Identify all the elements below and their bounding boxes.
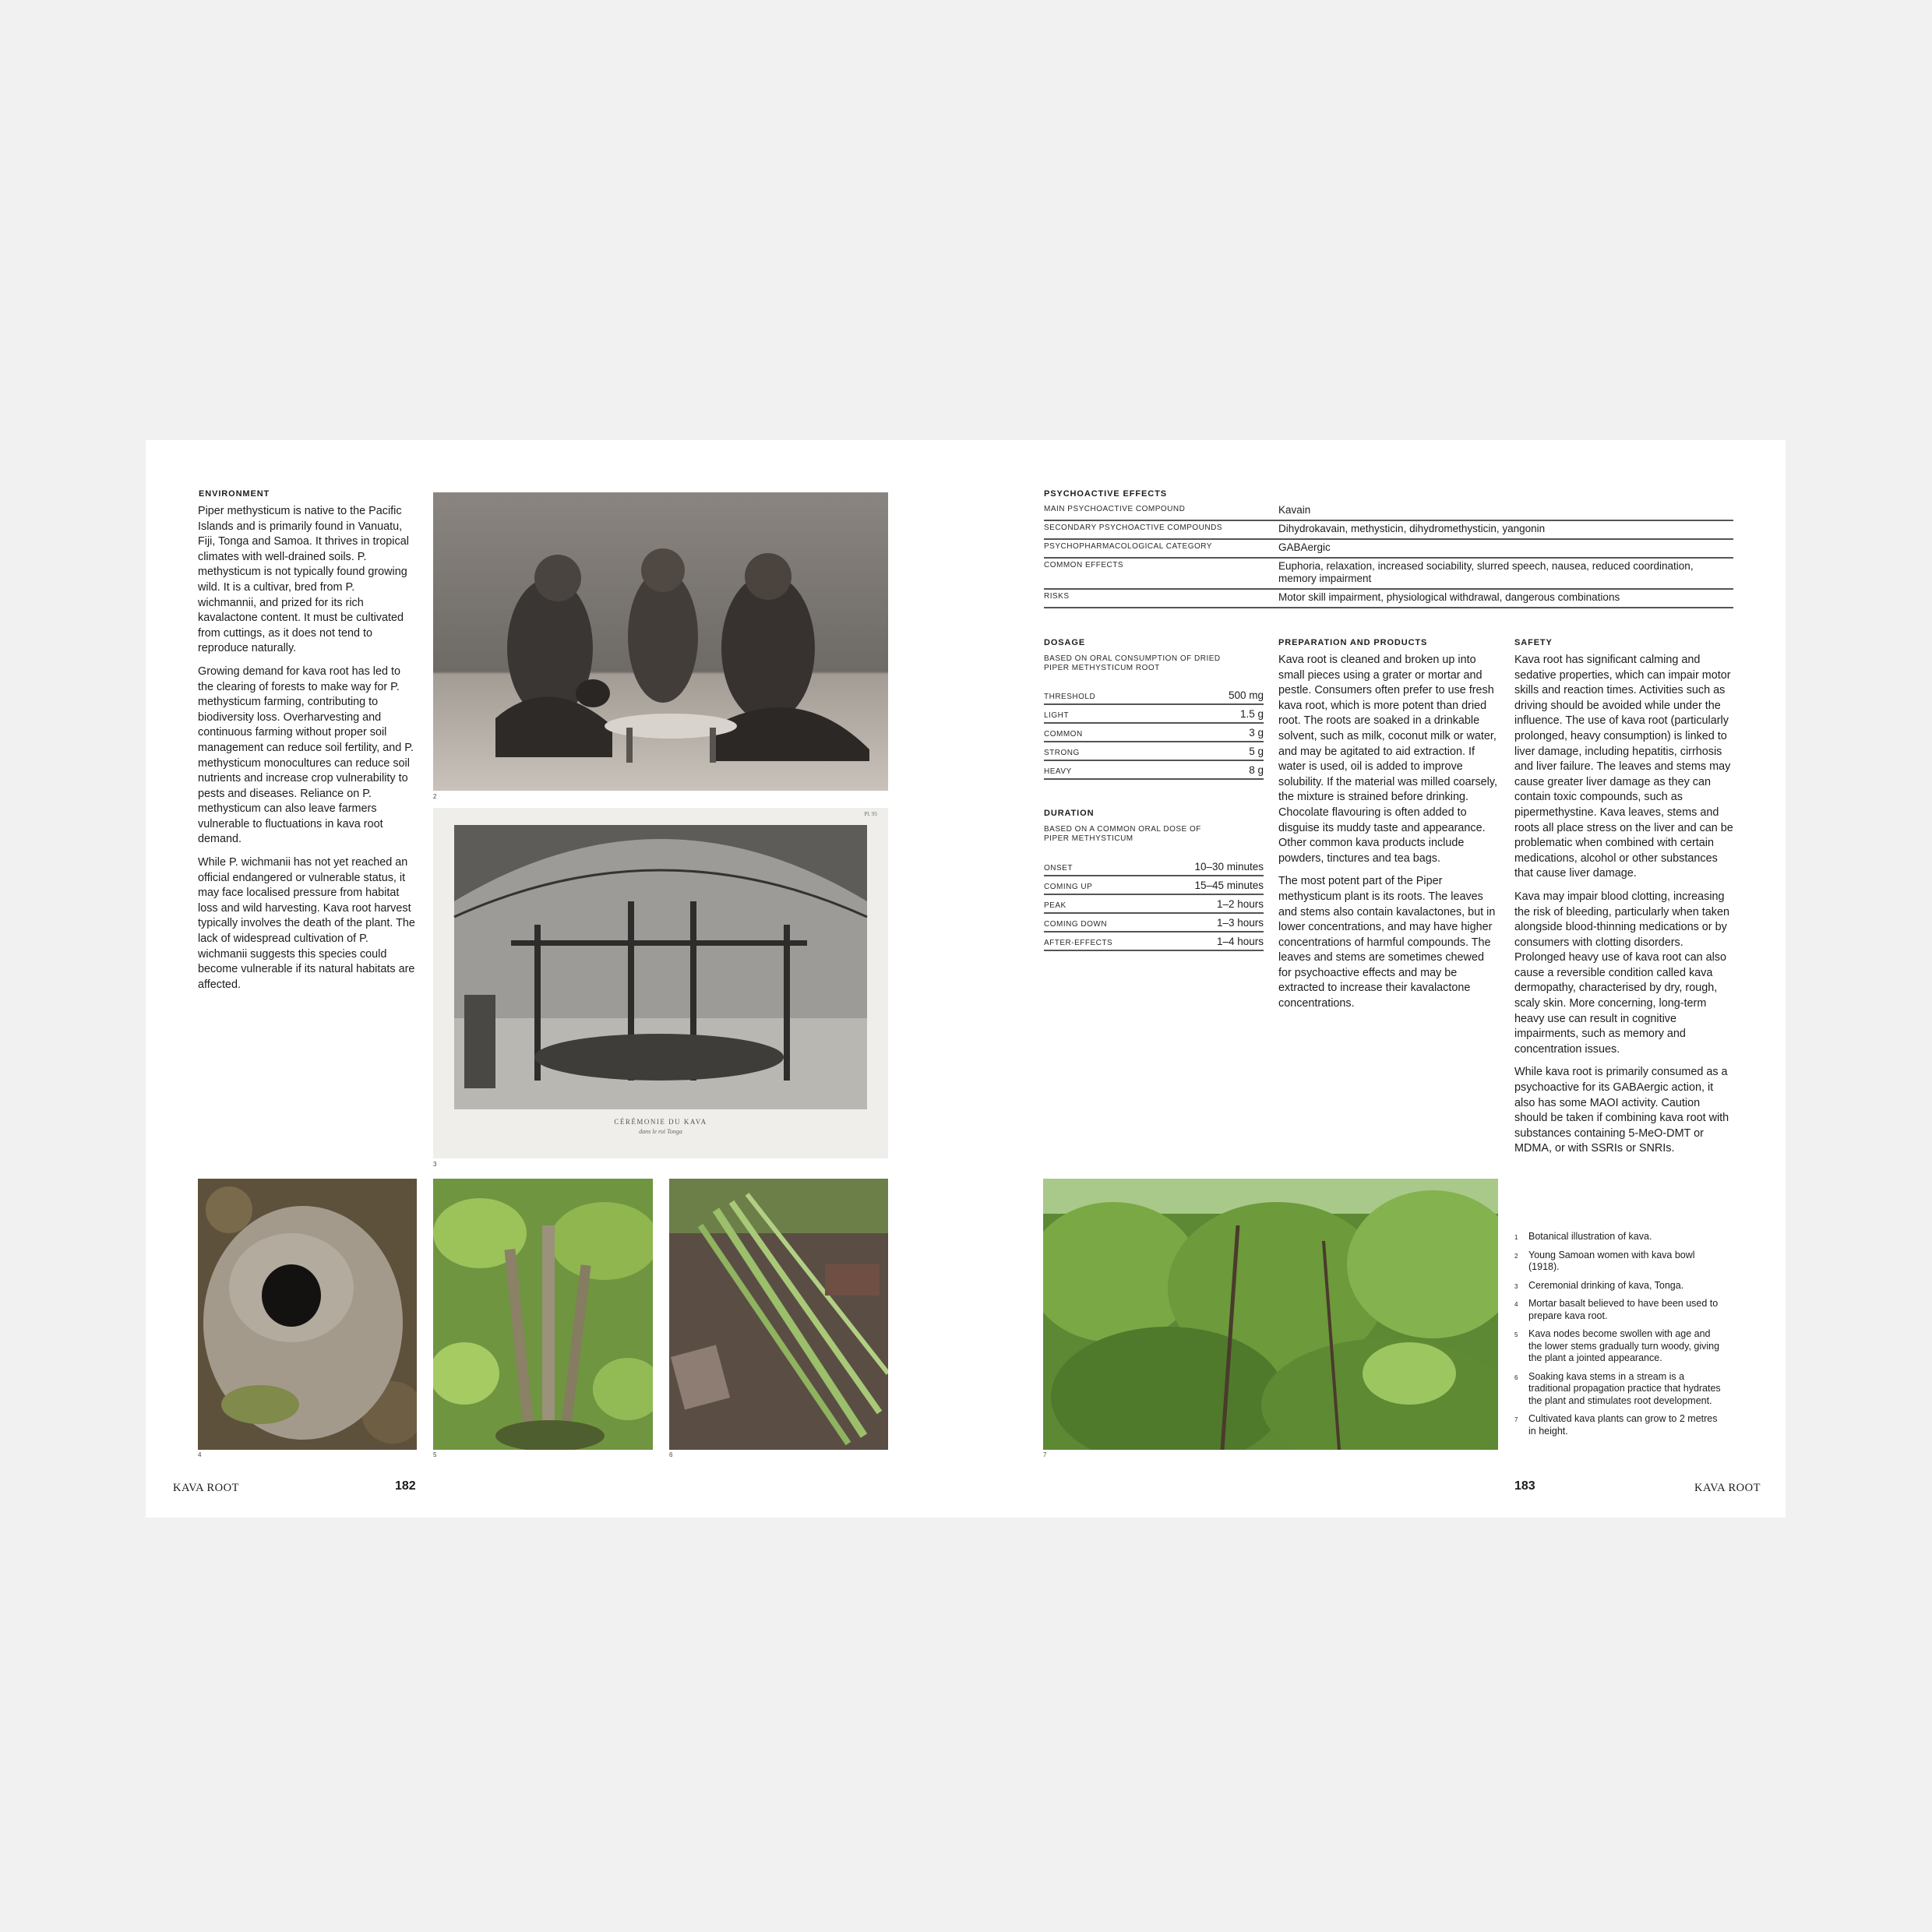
engraving-kava-ceremony: [433, 808, 888, 1158]
samoan-women-photo-illustration: [433, 492, 888, 791]
dosage-value: 1.5 g: [1239, 708, 1264, 720]
dosage-label: THRESHOLD: [1044, 693, 1096, 701]
figure-number-3: 3: [433, 1161, 437, 1168]
duration-label: COMING UP: [1044, 883, 1093, 891]
engraving-plate-number: Pl. 95: [864, 811, 877, 817]
caption-item: [1514, 1250, 1725, 1274]
safety-paragraph-1: Kava root has significant calming and sedative properties, which can impair motor skills and reaction times. Activities such as driving should be avoided while under the influence. The use of kava root (particularly prolonged, heavy consumption) is linked to liver damage, including hepatitis, cirrhosis and liver failure. The leaves and stems may cause greater liver damage as they can contain toxic compounds, such as pipermethystine. Kava leaves, stems and roots all place stress on the liver and can be problematic when combined with certain medications, alcohol or other substances that cause liver damage.: [1514, 654, 1733, 880]
duration-row: [1044, 895, 1264, 914]
caption-number: 4: [1514, 1301, 1518, 1308]
duration-row: [1044, 933, 1264, 951]
effects-row: [1044, 521, 1733, 540]
caption-number: 6: [1514, 1373, 1518, 1381]
preparation-paragraph-1: Kava root is cleaned and broken up into small pieces using a grater or mortar and pestle. Consumers often prefer to use fresh kava root, which is more potent than dried root. The roots are soaked in a drinkable solvent, such as milk, coconut milk or water, and may be agitated to aid extraction. If water is used, oil is added to improve solubility. If the material was milled coarsely, the mixture is strained before drinking. Chocolate flavouring is often added to disguise its muddy taste and appearance. Other common kava products include powders, tinctures and tea bags.: [1278, 654, 1497, 865]
dosage-row: [1044, 705, 1264, 724]
dosage-row: [1044, 686, 1264, 705]
dosage-value: 5 g: [1249, 746, 1264, 757]
dosage-label: LIGHT: [1044, 711, 1069, 720]
effects-heading: PSYCHOACTIVE EFFECTS: [1044, 489, 1167, 499]
dosage-note: BASED ON ORAL CONSUMPTION OF DRIED PIPER METHYSTICUM ROOT: [1044, 654, 1221, 672]
photo-kava-stems: [433, 1179, 653, 1450]
duration-note: BASED ON A COMMON ORAL DOSE OF PIPER METHYSTICUM: [1044, 825, 1201, 843]
caption-number: 2: [1514, 1252, 1518, 1260]
figure-number-7: 7: [1043, 1451, 1047, 1458]
environment-paragraph-3: While P. wichmanii has not yet reached an official endangered or vulnerable status, it may face localised pressure from habitat loss and wild harvesting. Kava root harvest typically involves the death of the plant. The lack of widespread cultivation of P. wichmanii suggests this species could become vulnerable if its natural habitats are affected.: [198, 856, 415, 991]
preparation-text: [1278, 653, 1498, 1020]
ceremony-engraving-illustration: [433, 808, 888, 1158]
dosage-heading: DOSAGE: [1044, 638, 1086, 647]
effects-value: GABAergic: [1278, 541, 1331, 553]
effects-table: [1044, 502, 1733, 603]
dosage-row: [1044, 742, 1264, 761]
caption-number: 3: [1514, 1282, 1518, 1290]
dosage-label: STRONG: [1044, 749, 1080, 757]
caption-number: 7: [1514, 1416, 1518, 1423]
photo-mortar-stone: [198, 1179, 417, 1450]
effects-label: SECONDARY PSYCHOACTIVE COMPOUNDS: [1044, 524, 1223, 532]
figure-number-6: 6: [669, 1451, 673, 1458]
duration-label: COMING DOWN: [1044, 920, 1108, 929]
effects-value: Dihydrokavain, methysticin, dihydromethysticin, yangonin: [1278, 523, 1546, 534]
caption-number: 1: [1514, 1234, 1518, 1241]
photo-soaking-stems: [669, 1179, 888, 1450]
duration-row: [1044, 858, 1264, 876]
safety-paragraph-3: While kava root is primarily consumed as a psychoactive for its GABAergic action, it also has some MAOI activity. Caution should be taken if combining kava root with substances containing 5-MeO-DMT or MDMA, or with SSRIs or SNRIs.: [1514, 1066, 1729, 1155]
right-page-number: 183: [1514, 1479, 1535, 1493]
environment-paragraph-1: Piper methysticum is native to the Pacific Islands and is primarily found in Vanuatu, Fiji, Tonga and Samoa. It thrives in tropical climates with well-drained soils. P. methysticum is not typically found growing wild. It is a cultivar, bred from P. wichmannii, and prized for its rich kavalactone content. It must be cultivated from cuttings, as it does not tend to reproduce naturally.: [198, 505, 409, 655]
caption-text: Botanical illustration of kava.: [1528, 1231, 1652, 1242]
figure-number-5: 5: [433, 1451, 437, 1458]
duration-label: AFTER-EFFECTS: [1044, 939, 1113, 947]
photo-samoan-women: [433, 492, 888, 791]
effects-value: Kavain: [1278, 504, 1311, 516]
safety-heading: SAFETY: [1514, 638, 1553, 647]
duration-label: PEAK: [1044, 901, 1066, 910]
duration-value: 1–3 hours: [1216, 917, 1264, 929]
caption-item: [1514, 1298, 1725, 1322]
duration-label: ONSET: [1044, 864, 1073, 873]
dosage-table: [1044, 686, 1264, 780]
caption-item: [1514, 1371, 1725, 1408]
duration-value: 1–2 hours: [1216, 898, 1264, 910]
kava-stems-illustration: [433, 1179, 653, 1450]
dosage-label: COMMON: [1044, 730, 1083, 739]
caption-number: 5: [1514, 1331, 1518, 1338]
environment-heading: ENVIRONMENT: [199, 489, 270, 499]
mortar-stone-illustration: [198, 1179, 417, 1450]
dosage-value: 3 g: [1249, 727, 1264, 739]
duration-row: [1044, 914, 1264, 933]
effects-value: Euphoria, relaxation, increased sociability, slurred speech, nausea, reduced coordination, memory impairment: [1278, 560, 1694, 584]
caption-text: Mortar basalt believed to have been used to prepare kava root.: [1528, 1298, 1719, 1321]
effects-row: [1044, 559, 1733, 590]
engraving-caption: CÉRÉMONIE DU KAVA: [614, 1118, 707, 1126]
safety-text: [1514, 653, 1734, 1165]
effects-label: PSYCHOPHARMACOLOGICAL CATEGORY: [1044, 542, 1212, 551]
effects-value: Motor skill impairment, physiological withdrawal, dangerous combinations: [1278, 591, 1620, 603]
preparation-paragraph-2: The most potent part of the Piper methysticum plant is its roots. The leaves and stems also contain kavalactones, but in lower concentrations, and may have higher concentrations of harmful compounds. The leaves and stems are sometimes chewed for psychoactive effects and may be extracted to increase their kavalactone concentrations.: [1278, 875, 1496, 1010]
caption-text: Young Samoan women with kava bowl (1918).: [1528, 1249, 1695, 1272]
effects-label: MAIN PSYCHOACTIVE COMPOUND: [1044, 505, 1186, 513]
figure-number-2: 2: [433, 793, 437, 800]
soaking-stems-illustration: [669, 1179, 888, 1450]
dosage-row: [1044, 724, 1264, 742]
left-page-number: 182: [395, 1479, 416, 1493]
dosage-value: 8 g: [1249, 764, 1264, 776]
caption-item: [1514, 1280, 1725, 1292]
environment-paragraph-2: Growing demand for kava root has led to the clearing of forests to make way for P. methysticum farming, contributing to biodiversity loss. Overharvesting and continuous farming without proper soil management can reduce soil fertility, and P. methysticum monocultures can reduce soil nutrients and increase crop vulnerability to pests and diseases. Reliance on P. methysticum can also leave farmers vulnerable to fluctuations in kava root demand.: [198, 665, 414, 846]
dosage-row: [1044, 761, 1264, 780]
effects-row: [1044, 540, 1733, 559]
left-folio: KAVA ROOT: [173, 1482, 239, 1494]
cultivated-kava-illustration: [1043, 1179, 1498, 1450]
preparation-heading: PREPARATION AND PRODUCTS: [1278, 638, 1428, 647]
environment-text: [198, 504, 416, 1000]
engraving-subcaption: dans le roi Tonga: [639, 1128, 682, 1135]
dosage-value: 500 mg: [1228, 689, 1264, 701]
effects-row: [1044, 502, 1733, 521]
right-folio: KAVA ROOT: [1694, 1482, 1761, 1494]
caption-text: Kava nodes become swollen with age and the lower stems gradually turn woody, giving the plant a jointed appearance.: [1528, 1328, 1720, 1363]
duration-heading: DURATION: [1044, 809, 1095, 818]
dosage-label: HEAVY: [1044, 767, 1072, 776]
duration-row: [1044, 876, 1264, 895]
caption-text: Soaking kava stems in a stream is a traditional propagation practice that hydrates the plant and stimulates root development.: [1528, 1370, 1721, 1406]
duration-value: 15–45 minutes: [1194, 880, 1264, 891]
caption-item: [1514, 1231, 1725, 1243]
effects-label: COMMON EFFECTS: [1044, 561, 1123, 569]
caption-item: [1514, 1328, 1725, 1365]
figure-captions: [1514, 1231, 1725, 1444]
duration-value: 10–30 minutes: [1194, 861, 1264, 873]
safety-paragraph-2: Kava may impair blood clotting, increasing the risk of bleeding, particularly when taken alongside blood-thinning medications or by consumers with clotting disorders. Prolonged heavy use of kava root can also cause a reversible condition called kava dermopathy, characterised by dry, rough, scaly skin. More concerning, long-term heavy use can result in cognitive impairments, such as memory and concentration issues.: [1514, 890, 1729, 1056]
caption-text: Cultivated kava plants can grow to 2 metres in height.: [1528, 1413, 1718, 1437]
duration-value: 1–4 hours: [1216, 936, 1264, 947]
caption-item: [1514, 1413, 1725, 1437]
photo-cultivated-kava: [1043, 1179, 1498, 1450]
book-spread: [146, 440, 1786, 1518]
effects-row: [1044, 590, 1733, 608]
duration-table: [1044, 858, 1264, 951]
effects-label: RISKS: [1044, 592, 1070, 601]
caption-text: Ceremonial drinking of kava, Tonga.: [1528, 1279, 1684, 1291]
figure-number-4: 4: [198, 1451, 202, 1458]
